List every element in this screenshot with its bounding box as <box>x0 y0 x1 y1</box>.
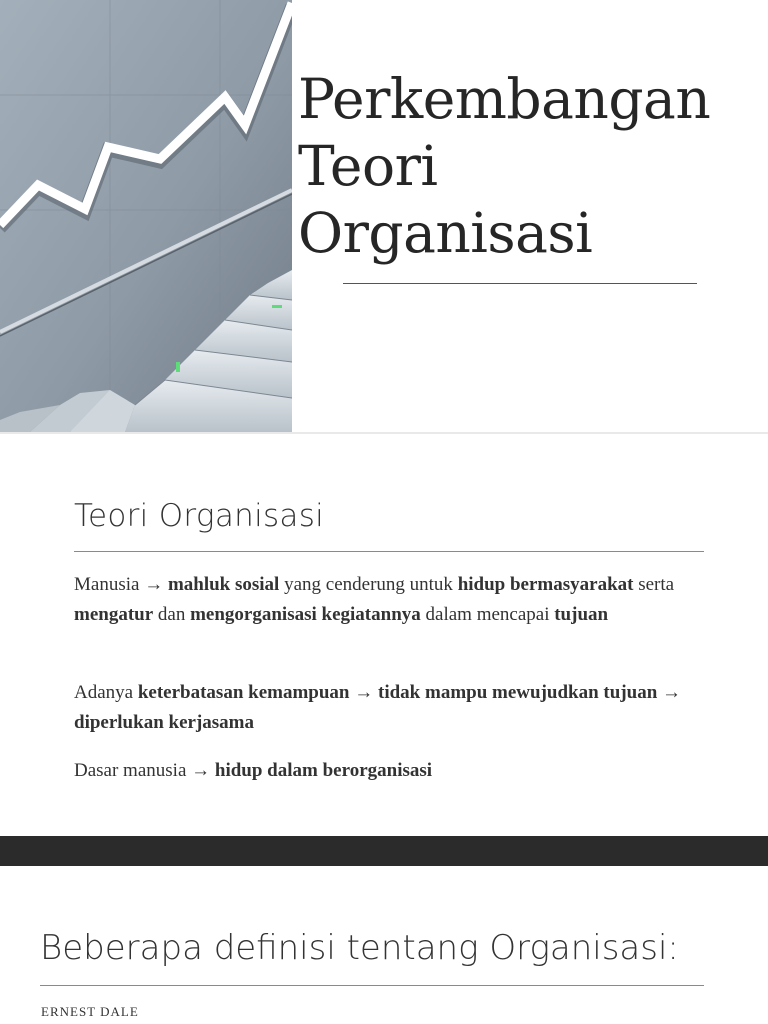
title-slide <box>0 0 768 432</box>
title-line-2: Teori <box>298 134 438 198</box>
text-run: hidup bermasyarakat <box>457 574 634 595</box>
text-run: Manusia <box>74 574 145 595</box>
paragraph-3 <box>74 756 704 786</box>
text-run: mengatur <box>74 604 154 625</box>
text-run: keterbatasan kemampuan <box>137 682 350 703</box>
rising-arrow-stairs-photo <box>0 0 292 432</box>
paragraph-1 <box>74 570 704 630</box>
heading-underline <box>74 551 704 552</box>
slide-separator-bar <box>0 836 768 866</box>
text-run: → tidak mampu mewujudkan tujuan → diperlukan kerjasama <box>74 682 682 733</box>
text-run: → <box>191 760 215 781</box>
text-run: hidup dalam berorganisasi <box>214 760 433 781</box>
paragraph-2 <box>74 678 704 738</box>
text-run: Dasar manusia <box>74 760 192 781</box>
slide-heading: Teori Organisasi <box>74 498 325 534</box>
slide-title <box>298 66 764 267</box>
text-run: tujuan <box>554 604 609 625</box>
text-run: Adanya <box>74 682 138 703</box>
text-run: dan <box>153 604 191 625</box>
content-slide-definisi <box>0 866 768 1024</box>
title-underline <box>343 283 697 284</box>
text-run: mahluk sosial <box>167 574 280 595</box>
heading-underline <box>40 985 704 986</box>
text-run: dalam mencapai <box>420 604 555 625</box>
text-run: → <box>144 574 168 595</box>
text-run: mengorganisasi kegiatannya <box>190 604 421 625</box>
content-slide-teori <box>0 434 768 836</box>
author-subheading: ERNEST DALE <box>41 1004 139 1019</box>
text-run: yang cenderung untuk <box>279 574 458 595</box>
title-line-1: Perkembangan <box>298 67 711 131</box>
text-run: serta <box>633 574 675 595</box>
slide-heading: Beberapa definisi tentang Organisasi: <box>40 928 679 968</box>
title-line-3: Organisasi <box>298 201 593 265</box>
